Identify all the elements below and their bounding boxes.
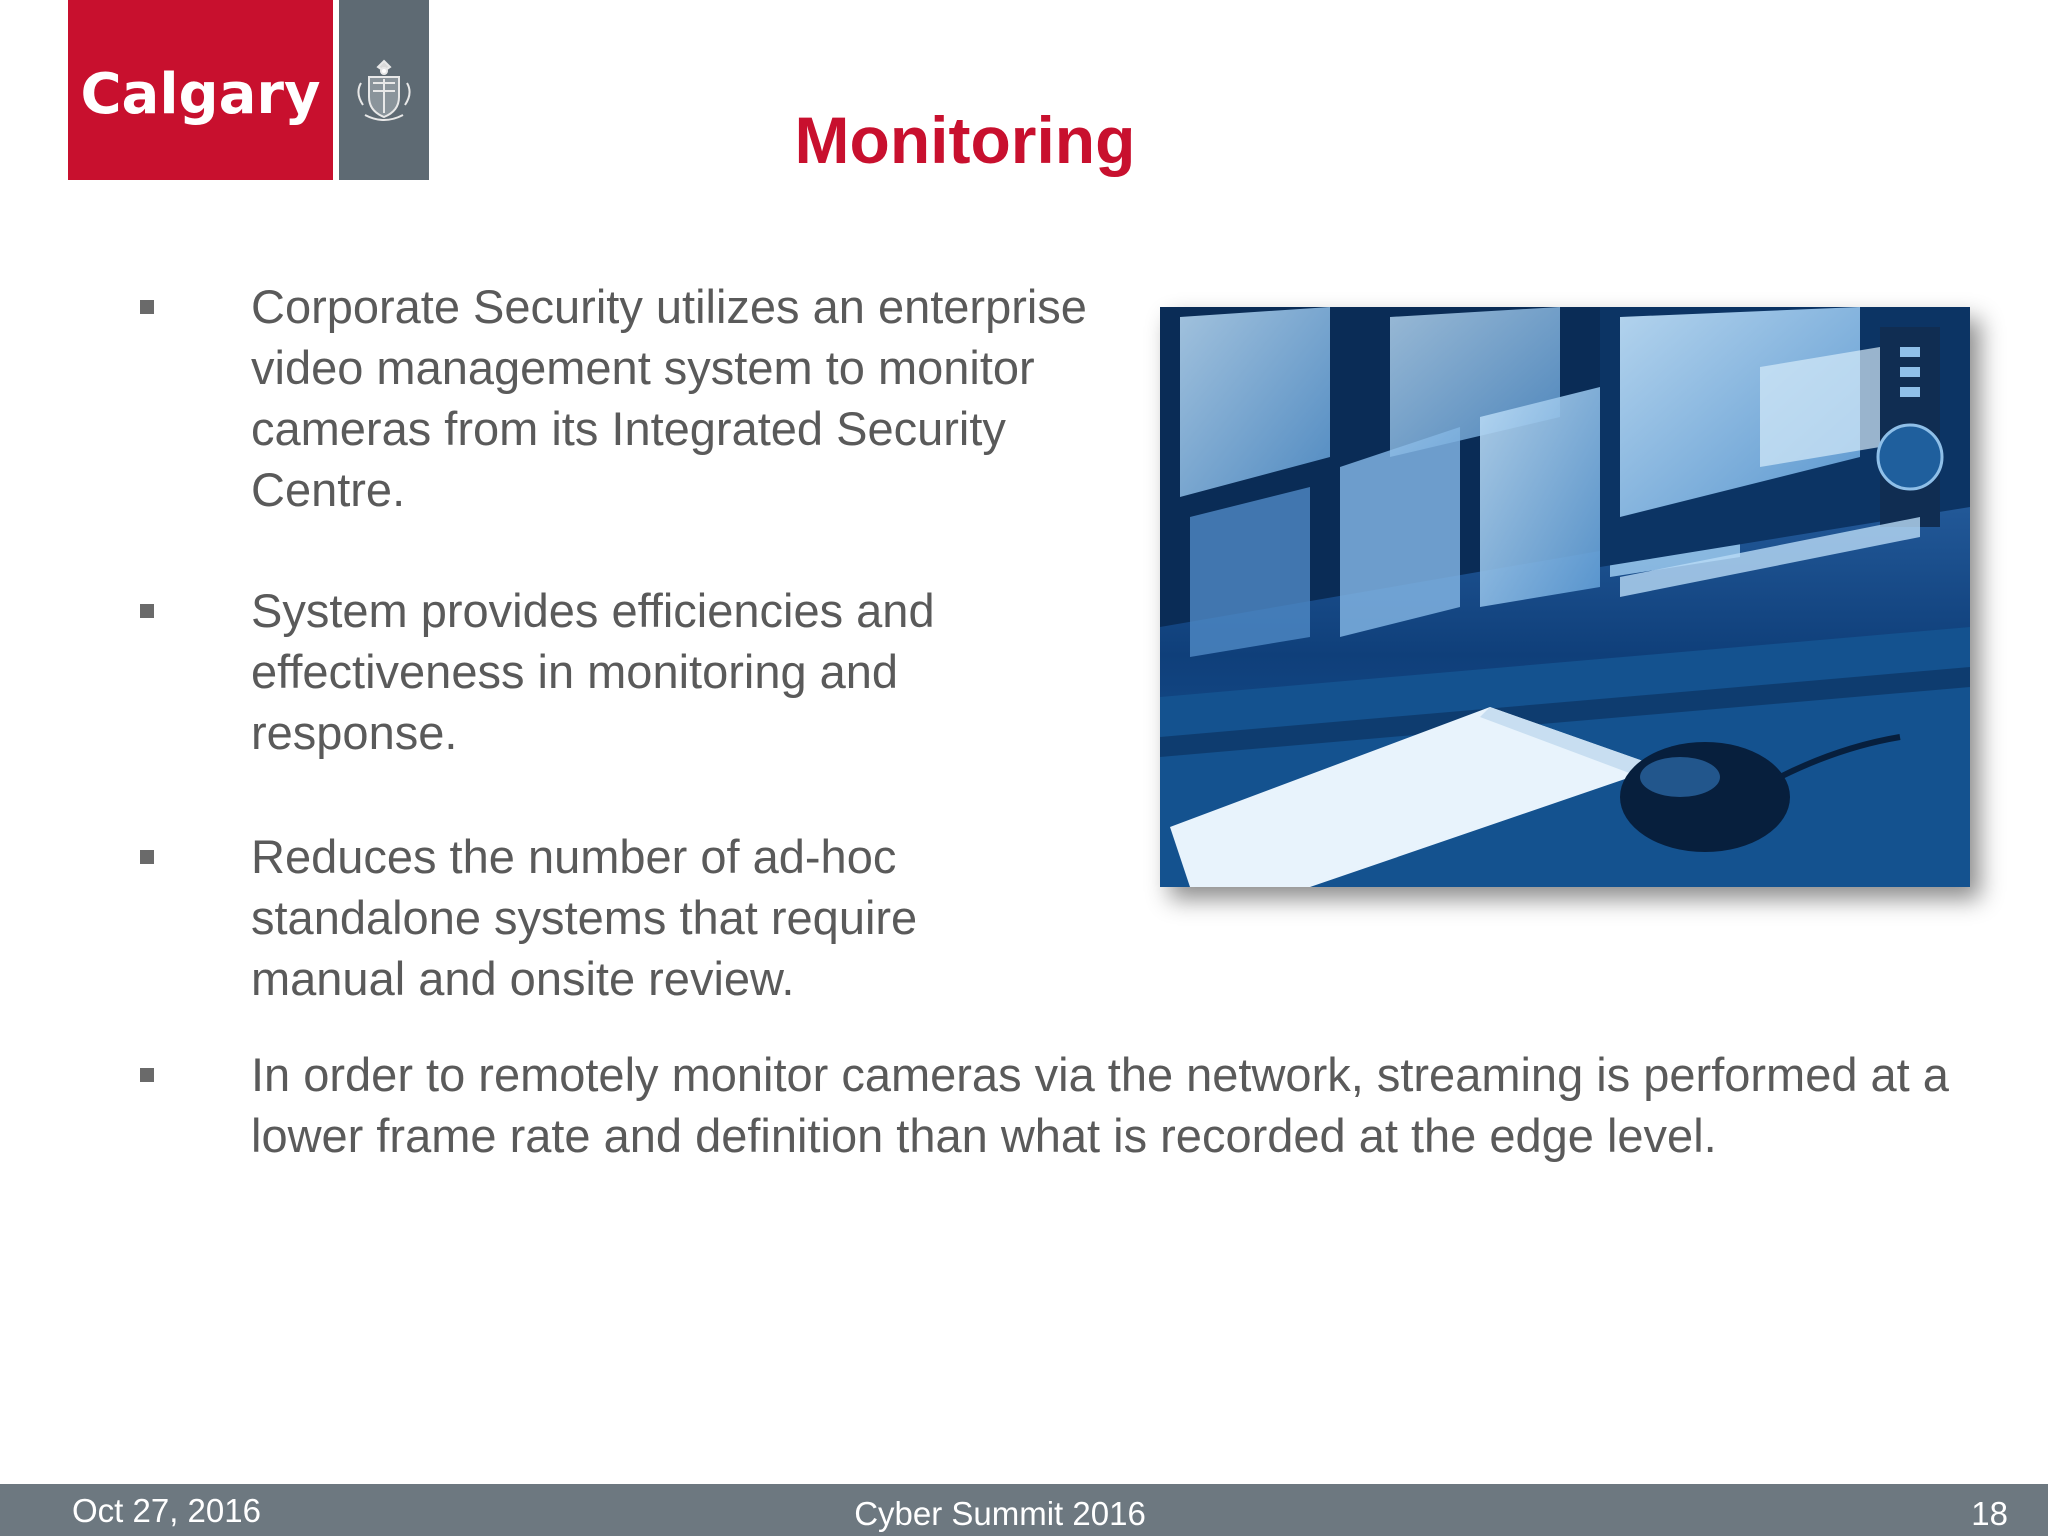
bullet-square-icon bbox=[140, 300, 154, 314]
bullet-text: Reduces the number of ad-hoc standalone systems that require manual and onsite review. bbox=[251, 830, 918, 1005]
bullet-square-icon bbox=[140, 604, 154, 618]
page-number: 18 bbox=[1971, 1495, 2008, 1532]
bullet-square-icon bbox=[140, 1068, 154, 1082]
bullet-item bbox=[140, 1044, 1949, 1234]
bullet-text: System provides efficiencies and effectiveness in monitoring and response. bbox=[251, 584, 935, 759]
bullet-text: In order to remotely monitor cameras via the network, streaming is performed at a lower frame rate and definition than what is recorded at the edge level. bbox=[251, 1048, 1949, 1162]
security-monitors-photo-icon bbox=[1160, 307, 1970, 887]
logo-wordmark: Calgary bbox=[80, 61, 321, 127]
slide-title: Monitoring bbox=[794, 103, 1136, 177]
bullet-square-icon bbox=[140, 850, 154, 864]
security-monitors-photo bbox=[1160, 307, 1970, 887]
slide-footer bbox=[0, 1484, 2048, 1536]
bullet-item bbox=[140, 580, 1140, 770]
bullet-text: Corporate Security utilizes an enterprise video management system to monitor cameras from its Integrated Security Centre. bbox=[251, 280, 1087, 516]
footer-event-name: Cyber Summit 2016 bbox=[854, 1495, 1146, 1532]
bullet-item bbox=[140, 276, 1140, 526]
bullet-item bbox=[140, 826, 1140, 1016]
footer-date: Oct 27, 2016 bbox=[72, 1492, 261, 1529]
